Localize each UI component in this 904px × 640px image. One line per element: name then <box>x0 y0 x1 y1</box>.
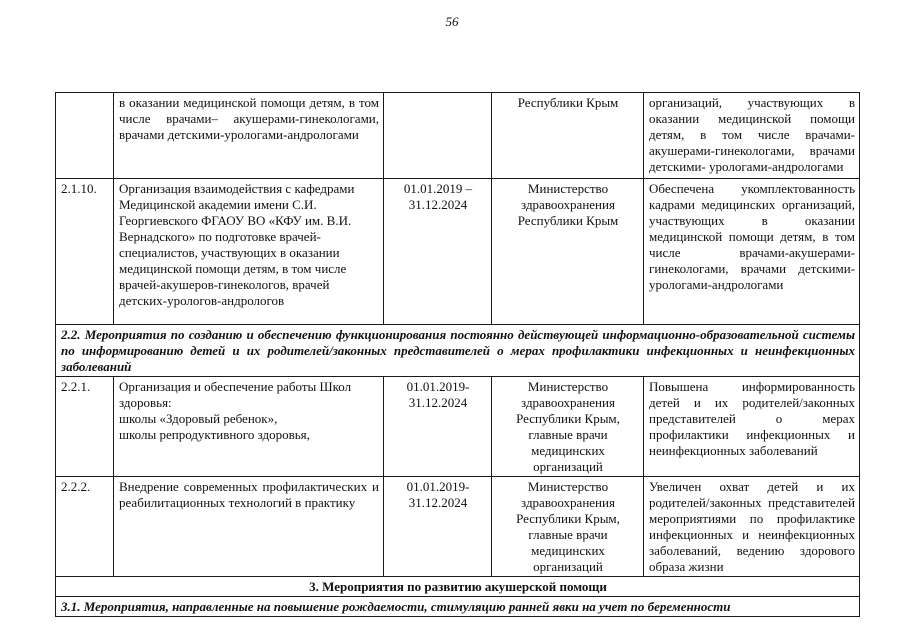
table-row-continuation <box>56 93 860 179</box>
section-heading: 3. Мероприятия по развитию акушерской помощи <box>56 577 860 597</box>
dates-cell: 01.01.2019 – 31.12.2024 <box>384 179 492 325</box>
section-row-3 <box>56 577 860 597</box>
row-number: 2.2.2. <box>56 477 114 577</box>
table-row-2-1-10 <box>56 179 860 325</box>
executor-cell: Министерство здравоохранения Республики Крым, главные врачи медицинских организаций <box>492 477 644 577</box>
activity-line: школы «Здоровый ребенок», <box>119 411 278 426</box>
result-cell: организаций, участвующих в оказании медицинской помощи детям, в том числе врачами-акушерами-гинекологами, врачами детскими- урологами-андрологами <box>644 93 860 179</box>
activity-line: Организация и обеспечение работы Школ здоровья: <box>119 379 352 410</box>
activity-line: школы репродуктивного здоровья, <box>119 427 310 442</box>
dates-cell: 01.01.2019-31.12.2024 <box>384 477 492 577</box>
executor-cell: Министерство здравоохранения Республики Крым <box>492 179 644 325</box>
executor-cell: Республики Крым <box>492 93 644 179</box>
section-row-3-1 <box>56 597 860 617</box>
activity-cell <box>114 377 384 477</box>
page-number: 56 <box>445 14 459 29</box>
activity-cell: Внедрение современных профилактических и реабилитационных технологий в практику <box>114 477 384 577</box>
section-heading: 2.2. Мероприятия по созданию и обеспечению функционирования постоянно действующей информационно-образовательной системы по информированию детей и их родителей/законных представителей о мерах профилактики инфекционных и неинфекционных заболеваний <box>56 325 860 377</box>
result-cell: Повышена информированность детей и их родителей/законных представителей о мерах профилактики инфекционных и неинфекционных заболеваний <box>644 377 860 477</box>
subsection-heading: 3.1. Мероприятия, направленные на повышение рождаемости, стимуляцию ранней явки на учет по беременности <box>56 597 860 617</box>
result-cell: Обеспечена укомплектованность кадрами медицинских организаций, участвующих в оказании медицинской помощи детям, в том числе врачами-акушерами-гинекологами, врачами детскими-урологами-андрологами <box>644 179 860 325</box>
section-row-2-2 <box>56 325 860 377</box>
row-number: 2.2.1. <box>56 377 114 477</box>
result-cell: Увеличен охват детей и их родителей/законных представителей мероприятиями по профилактике инфекционных и неинфекционных заболеваний, ведению здорового образа жизни <box>644 477 860 577</box>
table-row-2-2-2 <box>56 477 860 577</box>
dates-cell: 01.01.2019-31.12.2024 <box>384 377 492 477</box>
dates-cell <box>384 93 492 179</box>
executor-cell: Министерство здравоохранения Республики Крым, главные врачи медицинских организаций <box>492 377 644 477</box>
table-row-2-2-1 <box>56 377 860 477</box>
activity-cell: Организация взаимодействия с кафедрами Медицинской академии имени С.И. Георгиевского ФГАОУ ВО «КФУ им. В.И. Вернадского» по подготовке врачей-специалистов, участвующих в оказании медицинской помощи детям, в том числе врачей-акушеров-гинекологов, врачей детских-урологов-андрологов <box>114 179 384 325</box>
activity-cell: в оказании медицинской помощи детям, в том числе врачами– акушерами-гинекологами, врачами детскими-урологами-андрологами <box>114 93 384 179</box>
row-number <box>56 93 114 179</box>
row-number: 2.1.10. <box>56 179 114 325</box>
measures-table <box>55 92 860 617</box>
